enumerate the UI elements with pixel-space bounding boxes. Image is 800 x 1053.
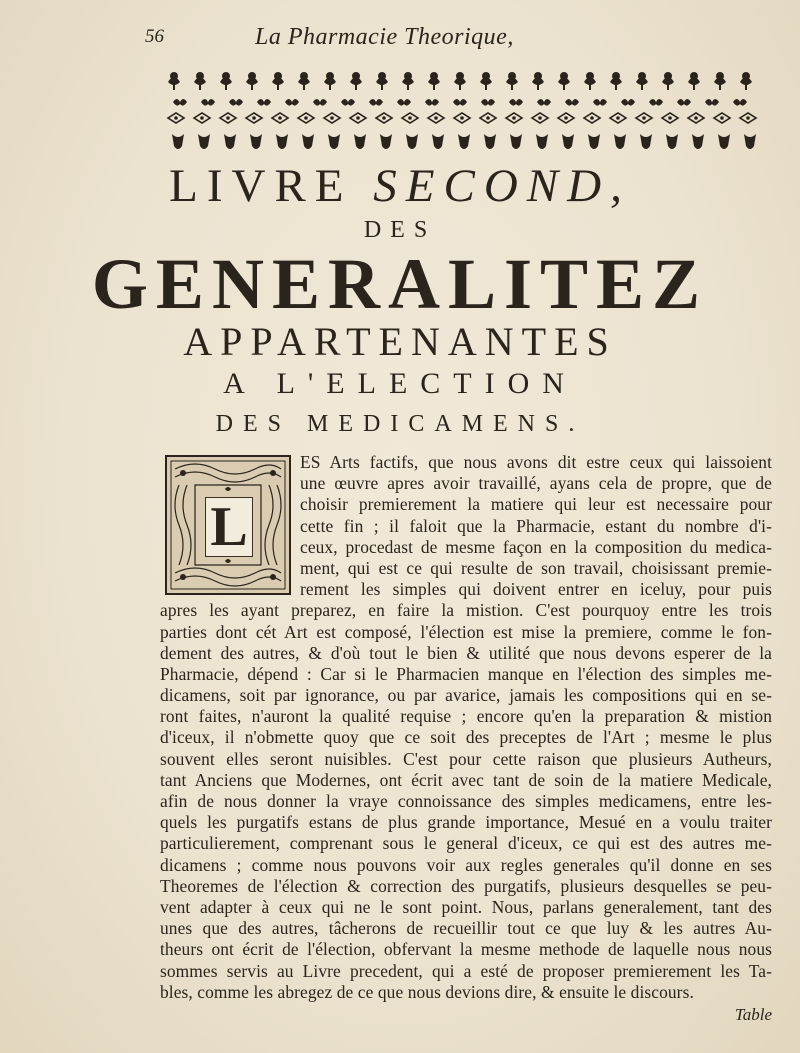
- text-line: cette fin ; il faloit que la Pharmacie, estant du nombre d'i-: [300, 515, 772, 536]
- text-line: d'iceux, il n'obmette quoy que ce soit des preceptes de l'Art ; mesme le plus: [160, 727, 772, 748]
- text-line: dement des autres, & d'où tout le bien & utilité que nous devons esperer de la: [160, 642, 772, 663]
- text-line: parties dont cét Art est composé, l'élection est mise la premiere, comme le fon-: [160, 621, 772, 642]
- text-line: particulierement, comprenant sous le general d'iceux, ce qui est des autres me-: [160, 833, 772, 854]
- text-line: sommes servis au Livre precedent, qui a esté de proposer premierement les Ta-: [160, 960, 772, 981]
- book-heading-livre: LIVRE: [169, 160, 353, 212]
- text-line: afin de nous donner la vraye connoissance des simples medicamens, entre les-: [160, 791, 772, 811]
- text-line: ES Arts factifs, que nous avons dit estre ceux qui laissoient: [300, 452, 772, 472]
- text-line: souvent elles seront nuisibles. C'est pour cette raison que plusieurs Autheurs,: [160, 748, 772, 769]
- text-line: unes que des autres, tâcherons de recueillir tout ce que luy & les autres Au-: [160, 918, 772, 939]
- text-line: dicamens ; comme nous pouvons voir aux regles generales qu'il donne en ses: [160, 854, 772, 875]
- catchword: Table: [734, 1005, 772, 1024]
- fleuron-headpiece-icon: [160, 70, 765, 162]
- text-line: quels les purgatifs estans de plus grande importance, Mesué en a voulu traiter: [160, 812, 772, 833]
- text-line: une œuvre apres avoir travaillé, ayans cela de propre, que de: [300, 473, 772, 494]
- title-generalitez: GENERALITEZ: [91, 244, 709, 324]
- text-line: Theoremes de l'élection & correction des purgatifs, plusieurs desquelles se peu-: [160, 875, 772, 896]
- title-des: DES: [363, 217, 437, 243]
- title-appartenantes: APPARTENANTES: [183, 319, 617, 364]
- text-line: ceux, procedast de mesme façon en la composition du medica-: [300, 536, 772, 557]
- running-head: [145, 26, 745, 60]
- page-number: 56: [145, 26, 164, 47]
- book-heading-second: SECOND,: [373, 160, 631, 212]
- text-line: ront faites, n'auront la qualité requise ; encore qu'en la preparation & mistion: [160, 706, 772, 727]
- title-election: A L'ELECTION: [223, 367, 577, 400]
- text-line: vent adapter à ceux qui ne le sont point. Nous, parlans generalement, tant des: [160, 896, 772, 917]
- text-line: ment, qui est ce qui resulte de son travail, choisissant premie-: [300, 557, 772, 578]
- text-line: bles, comme les abregez de ce que nous devions dire, & ensuite le discours.: [160, 981, 694, 1002]
- text-line: tant Anciens que Modernes, ont écrit avec tant de soin de la matiere Medicale,: [160, 769, 772, 790]
- text-line: apres les ayant preparez, en faire la mistion. C'est pourquoy entre les trois: [160, 600, 772, 621]
- running-title: La Pharmacie Theorique,: [255, 24, 514, 50]
- text-line: rement les simples qui doivent entrer en iceluy, pour puis: [300, 579, 772, 600]
- text-line: Pharmacie, dépend : Car si le Pharmacien manque en l'élection des simples me-: [160, 663, 772, 684]
- text-line: dicamens, soit par ignorance, ou par avarice, jamais les compositions qui en se-: [160, 685, 772, 706]
- book-heading: [0, 158, 800, 214]
- body-paragraph: [160, 452, 772, 1003]
- text-line: choisir premierement la matiere qui leur est necessaire pour: [300, 494, 772, 515]
- initial-letter: L: [205, 497, 253, 557]
- title-medicamens: DES MEDICAMENS.: [215, 411, 585, 437]
- text-line: theurs ont écrit de l'élection, obfervant la mesme methode de laquelle nous nous: [160, 939, 772, 960]
